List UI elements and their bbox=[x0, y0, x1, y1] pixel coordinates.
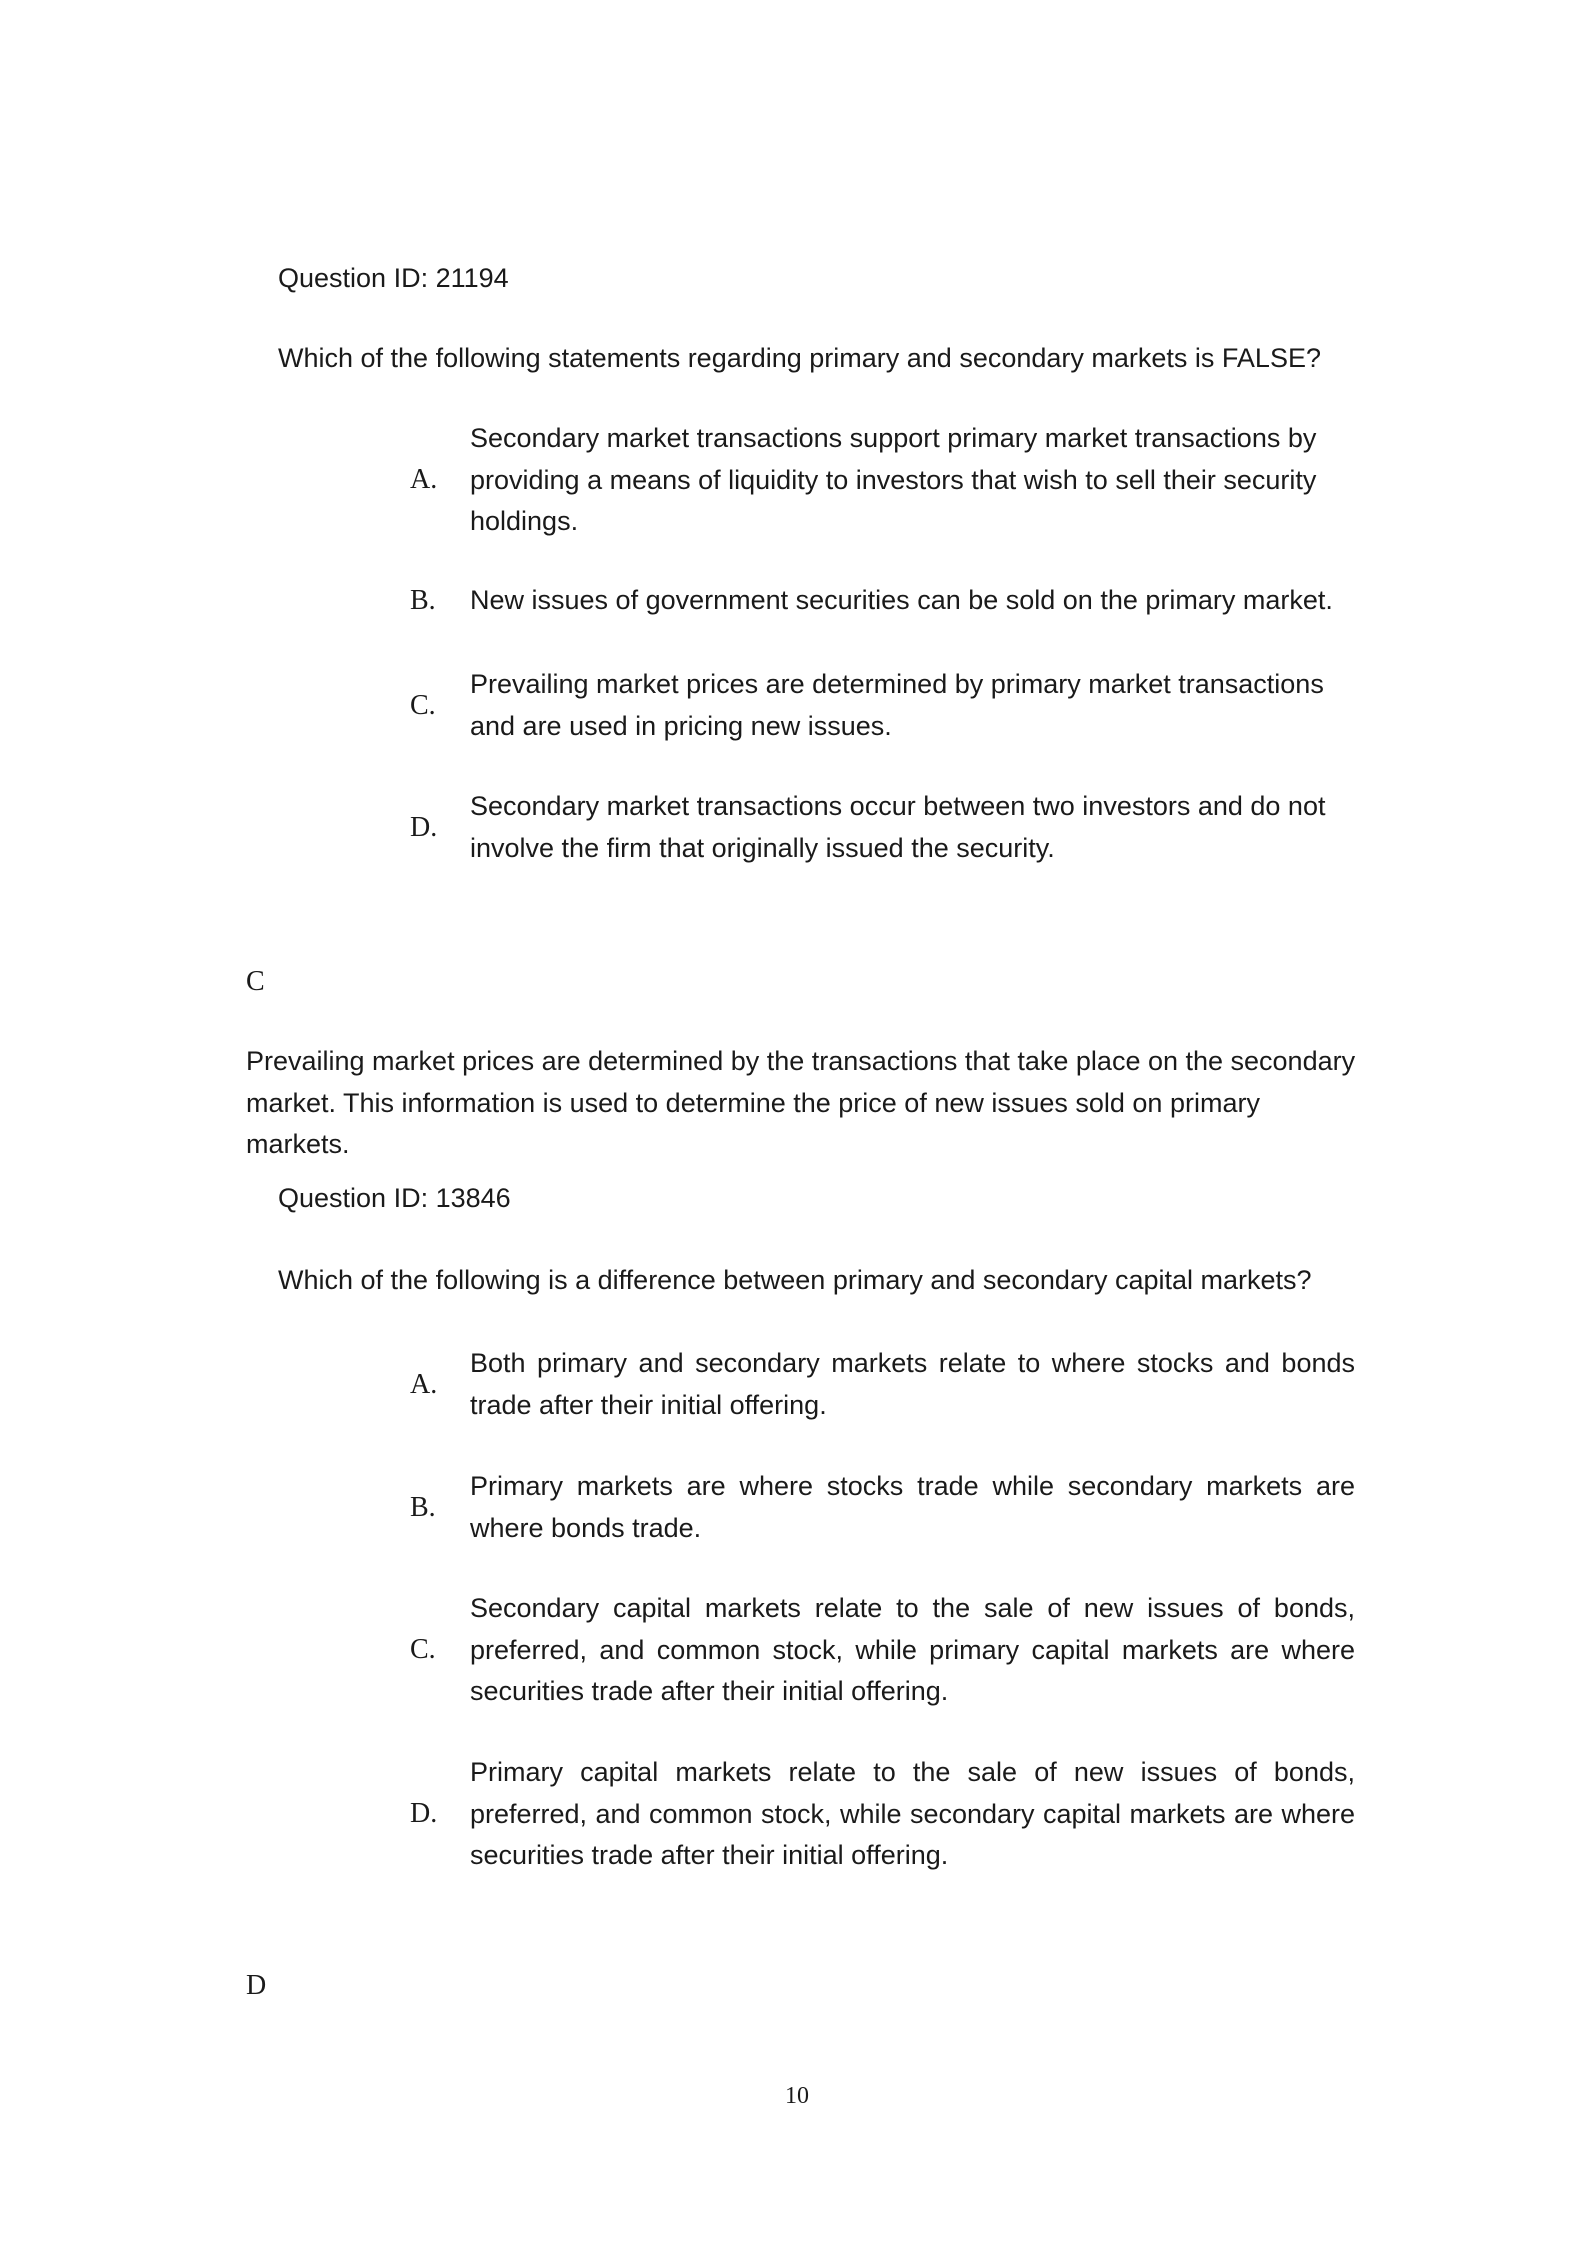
option-text: New issues of government securities can be sold on the primary market. bbox=[470, 585, 1333, 615]
question-id: Question ID: 21194 bbox=[278, 263, 509, 293]
option-b bbox=[410, 1466, 1355, 1549]
option-letter: C. bbox=[410, 689, 436, 721]
option-text: Primary capital markets relate to the sale of new issues of bonds, preferred, and common stock, while secondary capital markets are where securities trade after their initial offering. bbox=[470, 1757, 1355, 1870]
question-id: Question ID: 13846 bbox=[278, 1183, 511, 1213]
option-c bbox=[410, 664, 1355, 747]
option-a bbox=[410, 418, 1355, 543]
option-c bbox=[410, 1588, 1355, 1713]
option-text: Prevailing market prices are determined by primary market transactions and are used in pricing new issues. bbox=[470, 669, 1324, 741]
option-letter: B. bbox=[410, 1491, 436, 1523]
answer-key: D bbox=[246, 1970, 267, 2001]
option-text: Both primary and secondary markets relate to where stocks and bonds trade after their initial offering. bbox=[470, 1348, 1355, 1420]
option-b bbox=[410, 580, 1355, 622]
option-text: Secondary market transactions support primary market transactions by providing a means of liquidity to investors that wish to sell their security holdings. bbox=[470, 423, 1317, 536]
option-letter: A. bbox=[410, 1368, 438, 1400]
option-a bbox=[410, 1343, 1355, 1426]
answer-explanation: Prevailing market prices are determined by the transactions that take place on the secondary market. This information is used to determine the price of new issues sold on primary markets. bbox=[246, 1046, 1356, 1159]
question-stem: Which of the following statements regarding primary and secondary markets is FALSE? bbox=[278, 343, 1321, 373]
option-letter: B. bbox=[410, 584, 436, 616]
option-letter: D. bbox=[410, 1798, 438, 1830]
option-letter: C. bbox=[410, 1634, 436, 1666]
option-letter: D. bbox=[410, 811, 438, 843]
option-text: Secondary capital markets relate to the sale of new issues of bonds, preferred, and common stock, while primary capital markets are where securities trade after their initial offering. bbox=[470, 1593, 1355, 1706]
option-d bbox=[410, 786, 1355, 869]
option-d bbox=[410, 1752, 1355, 1877]
question-stem: Which of the following is a difference between primary and secondary capital markets? bbox=[278, 1265, 1312, 1295]
page-number: 10 bbox=[785, 2083, 809, 2109]
option-letter: A. bbox=[410, 464, 438, 496]
option-text: Secondary market transactions occur between two investors and do not involve the firm that originally issued the security. bbox=[470, 791, 1326, 863]
answer-key: C bbox=[246, 966, 265, 997]
option-text: Primary markets are where stocks trade while secondary markets are where bonds trade. bbox=[470, 1471, 1355, 1543]
